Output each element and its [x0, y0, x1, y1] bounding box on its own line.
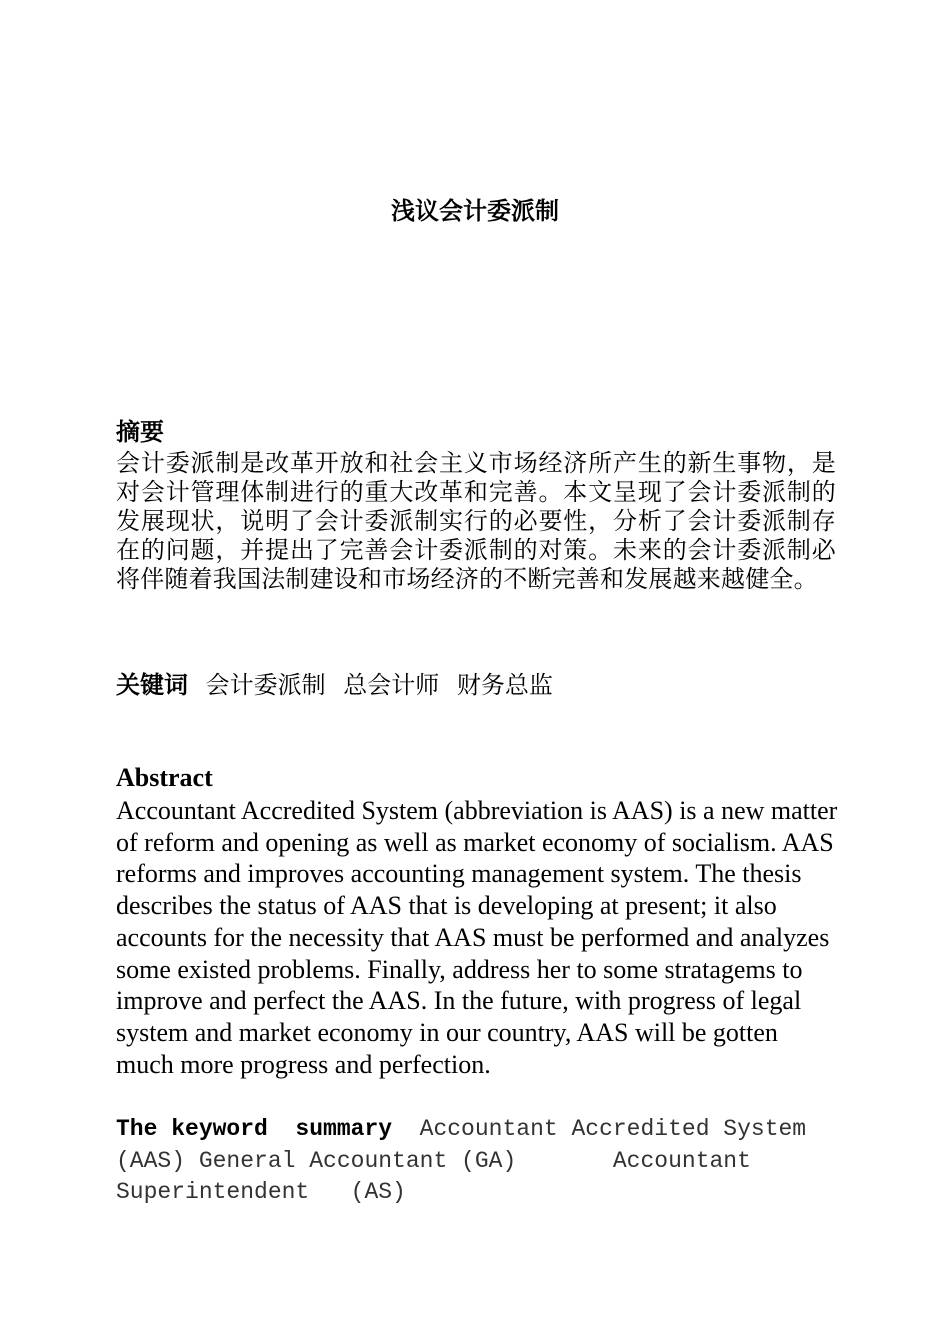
english-keywords [116, 1114, 836, 1209]
chinese-keyword-item: 总会计师 [343, 671, 440, 699]
english-keywords-text: Accountant Accredited System (AAS) General Accountant (GA) Accountant Superintendent (AS) [116, 1116, 820, 1205]
english-keywords-label: The keyword summary [116, 1116, 393, 1142]
english-abstract-body: Accountant Accredited System (abbreviation is AAS) is a new matter of reform and opening as well as market economy of socialism. AAS reforms and improves accounting management system. The thesis describes the status of AAS that is developing at present; it also accounts for the necessity that AAS must be performed and analyzes some existed problems. Finally, address her to some stratagems to improve and perfect the AAS. In the future, with progress of legal system and market economy in our country, AAS will be gotten much more progress and perfection. [116, 796, 838, 1079]
chinese-keyword-item: 会计委派制 [205, 671, 326, 699]
english-abstract-section [116, 763, 838, 1080]
english-abstract-heading: Abstract [116, 763, 213, 792]
chinese-keywords [116, 670, 836, 700]
chinese-abstract-section [116, 418, 836, 594]
document-title: 浅议会计委派制 [391, 197, 559, 225]
chinese-keywords-label: 关键词 [116, 671, 188, 699]
chinese-abstract-body: 会计委派制是改革开放和社会主义市场经济所产生的新生事物，是对会计管理体制进行的重大改革和完善。本文呈现了会计委派制的发展现状，说明了会计委派制实行的必要性，分析了会计委派制存在的问题，并提出了完善会计委派制的对策。未来的会计委派制必将伴随着我国法制建设和市场经济的不断完善和发展越来越健全。 [116, 449, 836, 593]
chinese-abstract-heading: 摘要 [116, 418, 164, 446]
chinese-keyword-item: 财务总监 [456, 671, 553, 699]
